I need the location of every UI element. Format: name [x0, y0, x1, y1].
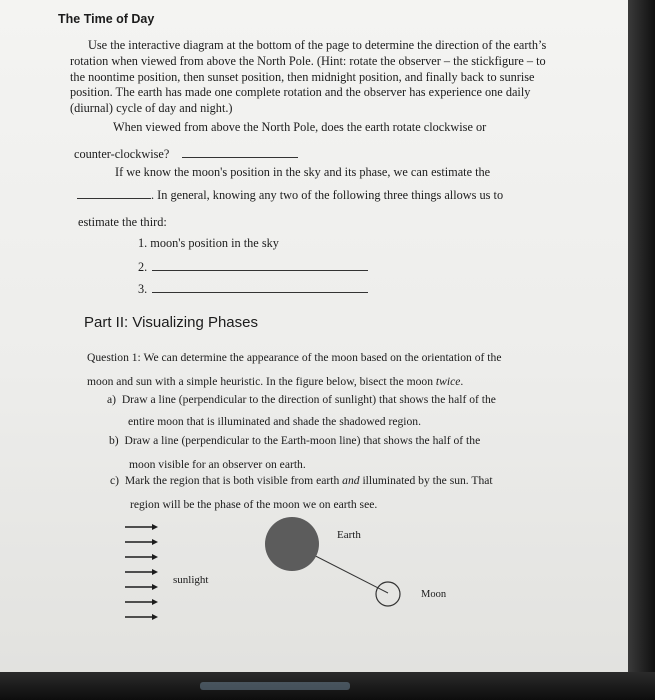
step-b-line2: moon visible for an observer on earth. [129, 458, 306, 471]
step-b-text: Draw a line (perpendicular to the Earth-moon line) that shows the half of the [124, 434, 481, 447]
list-item-1: 1. moon's position in the sky [138, 236, 279, 250]
moon-sentence-line3: estimate the third: [78, 215, 167, 229]
sunlight-label: sunlight [173, 574, 209, 586]
question1-line2-text: moon and sun with a simple heuristic. In the figure below, bisect the moon [87, 375, 436, 388]
sunlight-arrow-head [152, 614, 158, 620]
sunlight-arrow-head [152, 554, 158, 560]
step-c-text-c: illuminated by the sun. That [359, 474, 493, 487]
rotation-question-line1: When viewed from above the North Pole, does the earth rotate clockwise or [113, 120, 487, 134]
step-a-text: Draw a line (perpendicular to the direction of sunlight) that shows the half of the [121, 393, 496, 406]
question1-emphasis: twice [435, 375, 461, 388]
moon-label: Moon [421, 589, 447, 600]
page-title: The Time of Day [58, 12, 155, 26]
list-item-2-number: 2. [138, 260, 148, 274]
question1-line2-end: . [460, 375, 464, 388]
earth-circle [265, 517, 319, 571]
step-a-label: a) [107, 393, 117, 406]
moon-circle[interactable] [376, 582, 400, 606]
step-c-label: c) [110, 474, 120, 487]
earth-label: Earth [337, 529, 361, 541]
step-c-line2: region will be the phase of the moon we on earth see. [130, 498, 378, 511]
step-a-line2: entire moon that is illuminated and shade the shadowed region. [128, 415, 421, 428]
sunlight-arrows [125, 524, 158, 620]
question1-line1: Question 1: We can determine the appearance of the moon based on the orientation of the [87, 351, 502, 364]
moon-sentence-line1: If we know the moon's position in the sky and its phase, we can estimate the [115, 165, 491, 179]
intro-paragraph: Use the interactive diagram at the bottom of the page to determine the direction of the earth’s rotation when viewed from above the North Pole. (Hint: rotate the observer – the stickfigure – to the noontime position, then sunset position, then midnight position, and finally back to sunrise position. The earth has made one complete rotation and the observer has experience one daily (diurnal) cycle of day and night.) [70, 38, 547, 116]
sunlight-arrow-head [152, 569, 158, 575]
step-c-emphasis: and [342, 474, 360, 487]
rotation-question-text: counter-clockwise? [74, 147, 170, 161]
sunlight-arrow-head [152, 524, 158, 530]
step-b-label: b) [109, 434, 119, 447]
sunlight-arrow-head [152, 599, 158, 605]
list-item-3-number: 3. [138, 282, 148, 296]
step-c-text-a: Mark the region that is both visible from earth [124, 474, 343, 487]
sunlight-arrow-head [152, 539, 158, 545]
sunlight-arrow-head [152, 584, 158, 590]
part2-heading: Part II: Visualizing Phases [84, 314, 258, 331]
moon-sentence-line2-text: . In general, knowing any two of the following three things allows us to [151, 188, 504, 202]
